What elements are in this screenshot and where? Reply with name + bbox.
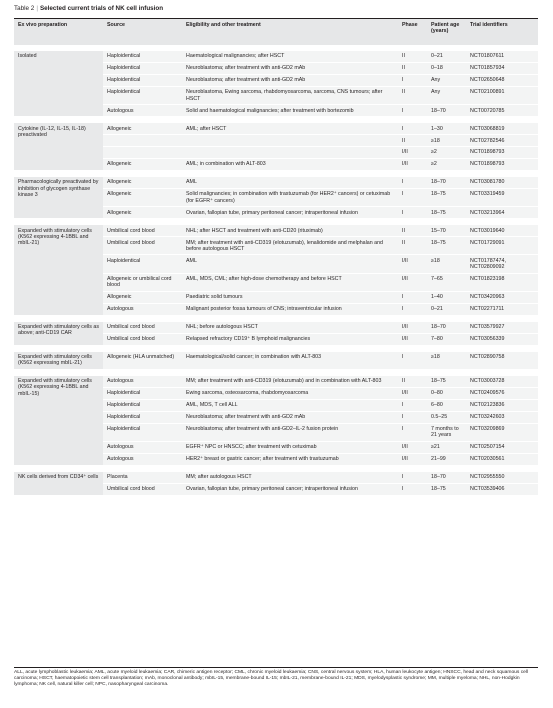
- cell-source: Autologous: [103, 105, 182, 117]
- cell-eligibility: AML; after HSCT: [182, 123, 398, 134]
- cell-source: Umbilical cord blood: [103, 322, 182, 333]
- cell-patient-age: 7–80: [427, 333, 466, 345]
- table-label: Table 2: [14, 5, 35, 12]
- cell-ex-vivo-preparation: Expanded with stimulatory cells (K562 expressing 4-1BBL and mbIL-15): [14, 376, 103, 466]
- cell-eligibility: MM; after autologous HSCT: [182, 472, 398, 483]
- cell-patient-age: 0–21: [427, 303, 466, 315]
- cell-eligibility: Ewing sarcoma, osteosarcoma, rhabdomyosarcoma: [182, 387, 398, 399]
- cell-patient-age: 18–75: [427, 376, 466, 387]
- cell-phase: I/II: [398, 322, 427, 333]
- cell-eligibility: Paediatric solid tumours: [182, 291, 398, 303]
- cell-patient-age: 18–75: [427, 189, 466, 207]
- cell-trial-identifier: NCT01787474, NCT02809092: [466, 255, 538, 273]
- table-row: [14, 352, 538, 370]
- cell-patient-age: 18–70: [427, 322, 466, 333]
- cell-eligibility: Relapsed refractory CD19⁺ B lymphoid malignancies: [182, 333, 398, 345]
- cell-eligibility: Neuroblastoma; after treatment with anti-GD2–IL-2 fusion protein: [182, 423, 398, 441]
- cell-eligibility: MM; after treatment with anti-CD319 (elotuzumab), lenalidomide and melphalan and before autologous HSCT: [182, 237, 398, 255]
- cell-phase: I: [398, 303, 427, 315]
- cell-eligibility: Malignant posterior fossa tumours of CNS; intraventricular infusion: [182, 303, 398, 315]
- cell-eligibility: Solid and haematological malignancies; after treatment with bortezomib: [182, 105, 398, 117]
- cell-trial-identifier: NCT02955550: [466, 472, 538, 483]
- cell-ex-vivo-preparation: Isolated: [14, 51, 103, 117]
- cell-eligibility: AML; in combination with ALT-803: [182, 159, 398, 171]
- cell-patient-age: ≥18: [427, 352, 466, 370]
- cell-trial-identifier: NCT02782546: [466, 135, 538, 147]
- cell-trial-identifier: NCT03019640: [466, 225, 538, 236]
- cell-trial-identifier: NCT02507154: [466, 442, 538, 454]
- header-phase: Phase: [398, 19, 427, 45]
- table-caption: [14, 4, 538, 13]
- header-source: Source: [103, 19, 182, 45]
- cell-trial-identifier: NCT03539406: [466, 483, 538, 495]
- caption-separator: |: [36, 5, 38, 12]
- table-title: Selected current trials of NK cell infusion: [39, 5, 164, 12]
- cell-source: Allogeneic: [103, 159, 182, 171]
- cell-trial-identifier: NCT02271711: [466, 303, 538, 315]
- cell-patient-age: 0–21: [427, 51, 466, 62]
- cell-patient-age: 0–18: [427, 62, 466, 74]
- cell-source: Placenta: [103, 472, 182, 483]
- cell-patient-age: 7 months to 21 years: [427, 423, 466, 441]
- cell-patient-age: 18–75: [427, 207, 466, 219]
- cell-phase: I: [398, 472, 427, 483]
- cell-patient-age: 18–75: [427, 237, 466, 255]
- cell-eligibility: AML: [182, 255, 398, 273]
- cell-eligibility: Neuroblastoma; after treatment with anti-GD2 mAb: [182, 411, 398, 423]
- cell-eligibility: Haematological/solid cancer; in combination with ALT-803: [182, 352, 398, 370]
- cell-trial-identifier: NCT03242603: [466, 411, 538, 423]
- cell-phase: I/II: [398, 273, 427, 291]
- table-row: [14, 472, 538, 483]
- cell-patient-age: 7–65: [427, 273, 466, 291]
- cell-trial-identifier: NCT02030561: [466, 454, 538, 466]
- cell-source: Autologous: [103, 442, 182, 454]
- cell-source: Allogeneic: [103, 207, 182, 219]
- cell-source: Haploidentical: [103, 387, 182, 399]
- cell-patient-age: 6–80: [427, 399, 466, 411]
- cell-eligibility: Haematological malignancies; after HSCT: [182, 51, 398, 62]
- cell-phase: I/II: [398, 454, 427, 466]
- table-header: [14, 19, 538, 45]
- cell-eligibility: AML, MDS, T cell ALL: [182, 399, 398, 411]
- header-patient-age: Patient age (years): [427, 19, 466, 45]
- cell-phase: I: [398, 74, 427, 86]
- cell-patient-age: 1–40: [427, 291, 466, 303]
- cell-phase: I: [398, 483, 427, 495]
- cell-source: Allogeneic: [103, 123, 182, 134]
- cell-source: Autologous: [103, 454, 182, 466]
- cell-patient-age: 15–70: [427, 225, 466, 236]
- cell-source: Allogeneic (HLA unmatched): [103, 352, 182, 370]
- cell-eligibility: AML: [182, 177, 398, 188]
- cell-source: [103, 147, 182, 159]
- cell-trial-identifier: NCT01898793: [466, 147, 538, 159]
- cell-trial-identifier: NCT03209869: [466, 423, 538, 441]
- cell-trial-identifier: NCT01857934: [466, 62, 538, 74]
- cell-patient-age: 18–75: [427, 483, 466, 495]
- table-body: [14, 45, 538, 495]
- cell-source: [103, 135, 182, 147]
- cell-source: Autologous: [103, 376, 182, 387]
- header-row: [14, 19, 538, 45]
- cell-ex-vivo-preparation: Cytokine (IL-12, IL-15, IL-18) preactivated: [14, 123, 103, 170]
- cell-phase: I: [398, 189, 427, 207]
- cell-source: Allogeneic: [103, 291, 182, 303]
- cell-eligibility: NHL; after HSCT and treatment with anti-CD20 (rituximab): [182, 225, 398, 236]
- table-row: [14, 51, 538, 62]
- cell-patient-age: Any: [427, 86, 466, 104]
- cell-phase: I: [398, 177, 427, 188]
- cell-phase: I: [398, 291, 427, 303]
- cell-patient-age: 18–70: [427, 105, 466, 117]
- cell-eligibility: [182, 147, 398, 159]
- cell-patient-age: ≥2: [427, 147, 466, 159]
- cell-phase: I: [398, 123, 427, 134]
- cell-eligibility: HER2⁺ breast or gastric cancer; after treatment with trastuzumab: [182, 454, 398, 466]
- cell-phase: I/II: [398, 333, 427, 345]
- table-bottom-rule: [14, 667, 538, 668]
- cell-patient-age: Any: [427, 74, 466, 86]
- table-footnote: ALL, acute lymphoblastic leukaemia; AML, acute myeloid leukaemia; CAR, chimeric antigen receptor; CML, chronic myeloid leukaemia; CNS, central nervous system; HLA, human leukocyte antigen; HNSCC, head and neck squamous cell carcinoma; HSCT, haematopoietic stem cell transplantation; mAb, monoclonal antibody; mbIL-15, membrane-bound IL-15; mbIL-21, membrane-bound IL-21; MDS, myelodysplastic syndrome; MM, multiple myeloma; NHL, non-Hodgkin lymphoma; NK cell, natural killer cell; NPC, nasopharyngeal carcinoma.: [14, 670, 529, 688]
- trials-table: [14, 19, 538, 496]
- cell-eligibility: Ovarian, fallopian tube, primary peritoneal cancer; intraperitoneal infusion: [182, 207, 398, 219]
- cell-ex-vivo-preparation: Expanded with stimulatory cells as above; anti-CD19 CAR: [14, 322, 103, 345]
- cell-source: Haploidentical: [103, 255, 182, 273]
- cell-phase: I/II: [398, 255, 427, 273]
- cell-trial-identifier: NCT03003728: [466, 376, 538, 387]
- table-row: [14, 177, 538, 188]
- cell-source: Allogeneic or umbilical cord blood: [103, 273, 182, 291]
- cell-trial-identifier: NCT02890758: [466, 352, 538, 370]
- cell-trial-identifier: NCT03068819: [466, 123, 538, 134]
- cell-source: Haploidentical: [103, 399, 182, 411]
- cell-patient-age: 1–30: [427, 123, 466, 134]
- cell-trial-identifier: NCT02650648: [466, 74, 538, 86]
- cell-trial-identifier: NCT01823198: [466, 273, 538, 291]
- cell-trial-identifier: NCT03420963: [466, 291, 538, 303]
- cell-phase: I/II: [398, 147, 427, 159]
- cell-trial-identifier: NCT00720785: [466, 105, 538, 117]
- cell-patient-age: ≥18: [427, 135, 466, 147]
- header-ex-vivo-preparation: Ex vivo preparation: [14, 19, 103, 45]
- header-eligibility: Eligibility and other treatment: [182, 19, 398, 45]
- cell-eligibility: EGFR⁺ NPC or HNSCC; after treatment with cetuximab: [182, 442, 398, 454]
- cell-ex-vivo-preparation: NK cells derived from CD34⁺ cells: [14, 472, 103, 495]
- table-row: [14, 225, 538, 236]
- cell-trial-identifier: NCT03579927: [466, 322, 538, 333]
- cell-source: Haploidentical: [103, 74, 182, 86]
- cell-patient-age: 21–99: [427, 454, 466, 466]
- cell-patient-age: 18–70: [427, 472, 466, 483]
- cell-source: Umbilical cord blood: [103, 483, 182, 495]
- cell-eligibility: [182, 135, 398, 147]
- cell-patient-age: ≥18: [427, 255, 466, 273]
- cell-trial-identifier: NCT01729091: [466, 237, 538, 255]
- cell-phase: I/II: [398, 159, 427, 171]
- cell-source: Allogeneic: [103, 189, 182, 207]
- cell-phase: I: [398, 105, 427, 117]
- cell-source: Umbilical cord blood: [103, 333, 182, 345]
- table-row: [14, 123, 538, 134]
- cell-trial-identifier: NCT02100891: [466, 86, 538, 104]
- cell-eligibility: Ovarian, fallopian tube, primary peritoneal cancer; intraperitoneal infusion: [182, 483, 398, 495]
- cell-trial-identifier: NCT01807611: [466, 51, 538, 62]
- cell-source: Allogeneic: [103, 177, 182, 188]
- cell-trial-identifier: NCT01898793: [466, 159, 538, 171]
- cell-source: Haploidentical: [103, 423, 182, 441]
- cell-eligibility: Neuroblastoma, Ewing sarcoma, rhabdomyosarcoma, sarcoma, CNS tumours; after HSCT: [182, 86, 398, 104]
- cell-phase: II: [398, 86, 427, 104]
- cell-source: Haploidentical: [103, 62, 182, 74]
- cell-source: Umbilical cord blood: [103, 237, 182, 255]
- cell-patient-age: 0–80: [427, 387, 466, 399]
- cell-phase: I: [398, 352, 427, 370]
- cell-trial-identifier: NCT02123836: [466, 399, 538, 411]
- cell-source: Haploidentical: [103, 51, 182, 62]
- cell-patient-age: 18–70: [427, 177, 466, 188]
- cell-eligibility: MM; after treatment with anti-CD319 (elotuzumab) and in combination with ALT-803: [182, 376, 398, 387]
- cell-eligibility: Solid malignancies; in combination with trastuzumab (for HER2⁺ cancers) or cetuximab (for EGFR⁺ cancers): [182, 189, 398, 207]
- cell-trial-identifier: NCT03213964: [466, 207, 538, 219]
- cell-ex-vivo-preparation: Pharmacologically preactivated by inhibition of glycogen synthase kinase 3: [14, 177, 103, 219]
- cell-source: Haploidentical: [103, 411, 182, 423]
- table-row: [14, 322, 538, 333]
- cell-trial-identifier: NCT02409576: [466, 387, 538, 399]
- cell-trial-identifier: NCT03081780: [466, 177, 538, 188]
- cell-trial-identifier: NCT03319459: [466, 189, 538, 207]
- cell-patient-age: 0.5–25: [427, 411, 466, 423]
- table-row: [14, 376, 538, 387]
- cell-phase: II: [398, 237, 427, 255]
- cell-phase: II: [398, 135, 427, 147]
- cell-patient-age: ≥2: [427, 159, 466, 171]
- cell-phase: I: [398, 411, 427, 423]
- cell-phase: II: [398, 51, 427, 62]
- cell-phase: I: [398, 207, 427, 219]
- cell-trial-identifier: NCT03056339: [466, 333, 538, 345]
- cell-phase: II: [398, 62, 427, 74]
- cell-source: Autologous: [103, 303, 182, 315]
- cell-phase: I: [398, 399, 427, 411]
- cell-phase: I: [398, 423, 427, 441]
- header-trial-identifiers: Trial identifiers: [466, 19, 538, 45]
- cell-source: Umbilical cord blood: [103, 225, 182, 236]
- cell-source: Haploidentical: [103, 86, 182, 104]
- cell-patient-age: ≥21: [427, 442, 466, 454]
- cell-eligibility: AML, MDS, CML; after high-dose chemotherapy and before HSCT: [182, 273, 398, 291]
- cell-eligibility: Neuroblastoma; after treatment with anti-GD2 mAb: [182, 62, 398, 74]
- cell-ex-vivo-preparation: Expanded with stimulatory cells (K562 expressing 4-1BBL and mbIL-21): [14, 225, 103, 315]
- cell-phase: I/II: [398, 442, 427, 454]
- cell-ex-vivo-preparation: Expanded with stimulatory cells (K562 expressing mbIL-21): [14, 352, 103, 370]
- cell-phase: II: [398, 376, 427, 387]
- cell-phase: II: [398, 225, 427, 236]
- cell-phase: I/II: [398, 387, 427, 399]
- cell-eligibility: NHL; before autologous HSCT: [182, 322, 398, 333]
- cell-eligibility: Neuroblastoma; after treatment with anti-GD2 mAb: [182, 74, 398, 86]
